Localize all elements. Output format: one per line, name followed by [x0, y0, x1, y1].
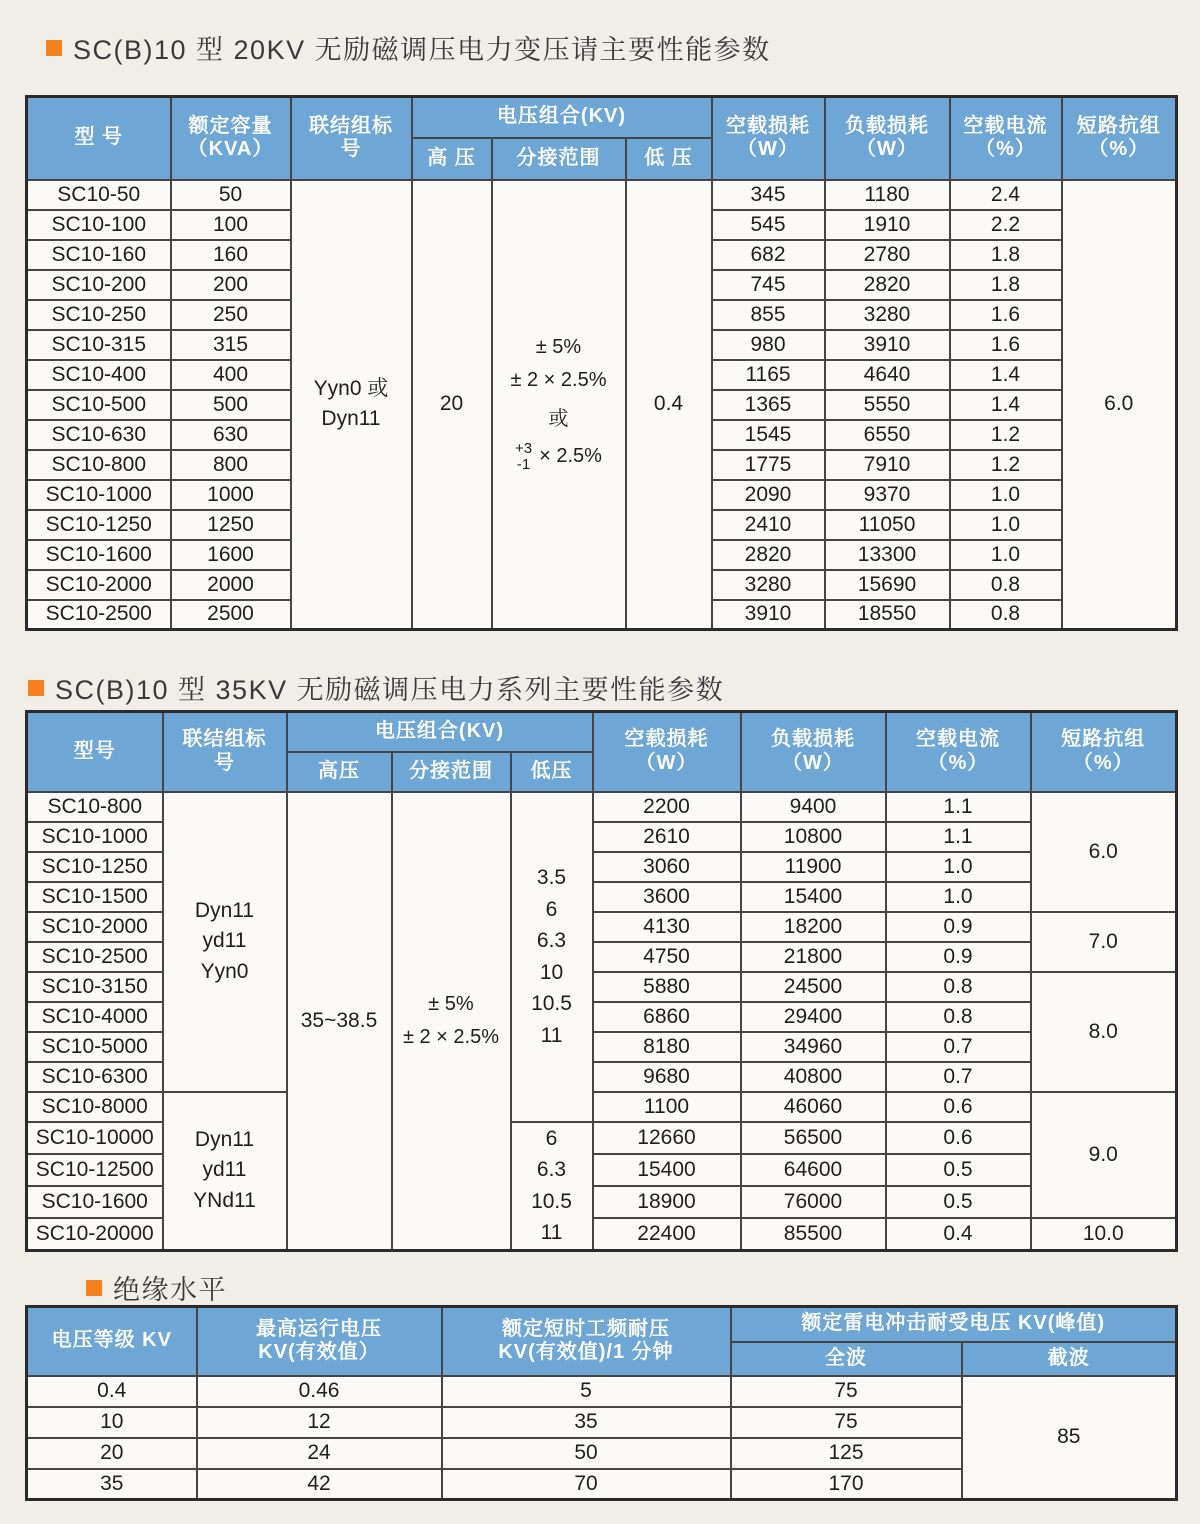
table-35kv	[25, 710, 1178, 1252]
line: （%）	[975, 138, 1036, 161]
header-hv: 高 压	[412, 138, 492, 180]
line: 联结组标	[182, 728, 267, 751]
cell-kva: 100	[171, 210, 291, 240]
line: 3.5	[536, 866, 567, 889]
cell-noload-current: 0.6	[886, 1122, 1031, 1154]
cell-vector-group	[291, 180, 412, 630]
table-row	[27, 792, 1177, 822]
header-noload-current	[886, 712, 1031, 792]
cell-noload-loss: 855	[712, 300, 825, 330]
line: 额定容量	[188, 114, 273, 137]
line: 短路抗组	[1076, 114, 1161, 137]
cell-kva: 630	[171, 420, 291, 450]
cell-load-loss: 29400	[741, 1002, 886, 1032]
cell-noload-loss: 980	[712, 330, 825, 360]
cell-hv-value: 20	[412, 180, 492, 630]
line: 11	[540, 1221, 563, 1244]
cell-model: SC10-800	[27, 792, 163, 822]
cell-voltage-level: 35	[27, 1469, 197, 1500]
cell-kva: 500	[171, 390, 291, 420]
cell-lv-group-2	[511, 1122, 593, 1251]
cell-noload-loss: 682	[712, 240, 825, 270]
cell-kva: 50	[171, 180, 291, 210]
line: +3	[515, 440, 533, 457]
cell-max-voltage: 12	[197, 1407, 442, 1438]
cell-noload-loss: 1545	[712, 420, 825, 450]
section-35kv-title-row	[28, 668, 724, 707]
cell-model: SC10-100	[27, 210, 171, 240]
cell-noload-loss: 22400	[593, 1218, 741, 1250]
cell-load-loss: 46060	[741, 1092, 886, 1122]
cell-noload-current: 1.0	[950, 480, 1062, 510]
line: 最高运行电压	[256, 1317, 382, 1340]
line: 6.3	[536, 1158, 567, 1181]
orange-square-bullet-icon	[28, 680, 44, 696]
header-lv: 低 压	[626, 138, 712, 180]
line: 负载损耗	[771, 728, 855, 751]
cell-model: SC10-160	[27, 240, 171, 270]
table-row	[27, 1092, 1177, 1122]
cell-noload-current: 1.8	[950, 270, 1062, 300]
cell-noload-current: 0.8	[886, 1002, 1031, 1032]
line: 6	[545, 1126, 558, 1150]
cell-voltage-level: 10	[27, 1407, 197, 1438]
cell-noload-loss: 18900	[593, 1186, 741, 1218]
cell-noload-current: 0.4	[886, 1218, 1031, 1250]
cell-kva: 315	[171, 330, 291, 360]
cell-noload-loss: 2610	[593, 822, 741, 852]
cell-model: SC10-8000	[27, 1092, 163, 1122]
cell-noload-loss: 8180	[593, 1032, 741, 1062]
cell-noload-loss: 2820	[712, 540, 825, 570]
line: （%）	[1072, 751, 1134, 774]
cell-noload-current: 1.0	[950, 540, 1062, 570]
header-lv: 低压	[511, 752, 593, 792]
cell-model: SC10-1000	[27, 822, 163, 852]
cell-noload-loss: 5880	[593, 972, 741, 1002]
cell-noload-current: 0.9	[886, 942, 1031, 972]
header-capacity	[171, 97, 291, 180]
cell-impedance-8: 8.0	[1031, 972, 1177, 1092]
cell-model: SC10-500	[27, 390, 171, 420]
cell-voltage-level: 0.4	[27, 1376, 197, 1407]
line: ± 2 × 2.5%	[510, 369, 607, 391]
header-power-frequency-withstand	[442, 1307, 731, 1376]
cell-freq-withstand: 50	[442, 1438, 731, 1469]
cell-freq-withstand: 70	[442, 1469, 731, 1500]
cell-load-loss: 3280	[825, 300, 950, 330]
tap-fraction-row	[515, 441, 602, 473]
cell-noload-current: 1.6	[950, 300, 1062, 330]
cell-noload-loss: 3280	[712, 570, 825, 600]
header-noload-current	[950, 97, 1062, 180]
cell-noload-current: 1.1	[886, 792, 1031, 822]
cell-noload-loss: 9680	[593, 1062, 741, 1092]
cell-load-loss: 5550	[825, 390, 950, 420]
cell-kva: 1600	[171, 540, 291, 570]
header-max-operating-voltage	[197, 1307, 442, 1376]
line: 额定短时工频耐压	[502, 1317, 670, 1340]
cell-max-voltage: 42	[197, 1469, 442, 1500]
cell-tap-range-value	[492, 180, 626, 630]
cell-model: SC10-5000	[27, 1032, 163, 1062]
cell-noload-loss: 2410	[712, 510, 825, 540]
cell-noload-loss: 2200	[593, 792, 741, 822]
insulation-title: 绝缘水平	[113, 1275, 227, 1305]
header-voltage-combination: 电压组合(KV)	[412, 97, 712, 138]
cell-noload-loss: 545	[712, 210, 825, 240]
line: 空载电流	[916, 728, 1000, 751]
cell-noload-current: 1.0	[886, 852, 1031, 882]
line: Yyn0	[200, 959, 249, 983]
cell-noload-current: 1.0	[950, 510, 1062, 540]
cell-kva: 160	[171, 240, 291, 270]
cell-impedance-9: 9.0	[1031, 1092, 1177, 1218]
cell-load-loss: 15690	[825, 570, 950, 600]
line: （%）	[1088, 138, 1150, 161]
line: 联结组标	[309, 114, 393, 137]
cell-noload-loss: 4750	[593, 942, 741, 972]
cell-kva: 250	[171, 300, 291, 330]
cell-kva: 2500	[171, 600, 291, 630]
cell-noload-loss: 2090	[712, 480, 825, 510]
cell-model: SC10-2500	[27, 600, 171, 630]
cell-noload-current: 1.2	[950, 450, 1062, 480]
line: yd11	[202, 929, 247, 953]
line: KV(有效值)/1 分钟	[498, 1341, 674, 1364]
cell-full-wave: 170	[731, 1469, 962, 1500]
cell-full-wave: 75	[731, 1407, 962, 1438]
cell-noload-current: 1.4	[950, 390, 1062, 420]
header-noload-loss	[593, 712, 741, 792]
cell-model: SC10-2000	[27, 570, 171, 600]
line: 10.5	[531, 1189, 572, 1213]
table-insulation-header-row-1	[27, 1307, 1177, 1342]
cell-model: SC10-20000	[27, 1218, 163, 1250]
cell-noload-current: 1.4	[950, 360, 1062, 390]
cell-load-loss: 7910	[825, 450, 950, 480]
cell-noload-current: 1.0	[886, 882, 1031, 912]
line: Dyn11	[194, 1127, 255, 1151]
cell-noload-current: 0.8	[950, 600, 1062, 630]
cell-impedance-10: 10.0	[1031, 1218, 1177, 1250]
line: （W）	[737, 138, 799, 161]
cell-model: SC10-3150	[27, 972, 163, 1002]
table-35kv-header-row-1	[27, 712, 1177, 752]
cell-noload-loss: 345	[712, 180, 825, 210]
cell-noload-loss: 1775	[712, 450, 825, 480]
cell-chopped-wave-value: 85	[962, 1376, 1177, 1500]
cell-noload-loss: 3060	[593, 852, 741, 882]
cell-kva: 1000	[171, 480, 291, 510]
cell-noload-loss: 1365	[712, 390, 825, 420]
cell-load-loss: 18200	[741, 912, 886, 942]
orange-square-bullet-icon	[46, 40, 62, 56]
line: 号	[340, 138, 362, 161]
line: （KVA）	[187, 138, 274, 161]
cell-lv-value: 0.4	[626, 180, 712, 630]
header-hv: 高压	[287, 752, 392, 792]
line: （W）	[856, 138, 918, 161]
section-20kv-title: SC(B)10 型 20KV 无励磁调压电力变压请主要性能参数	[73, 35, 771, 65]
cell-kva: 200	[171, 270, 291, 300]
cell-load-loss: 40800	[741, 1062, 886, 1092]
cell-vector-group-2	[163, 1092, 287, 1251]
line: 空载损耗	[726, 114, 810, 137]
cell-load-loss: 15400	[741, 882, 886, 912]
table-row	[27, 1376, 1177, 1407]
cell-noload-current: 0.9	[886, 912, 1031, 942]
cell-load-loss: 1180	[825, 180, 950, 210]
cell-load-loss: 13300	[825, 540, 950, 570]
cell-load-loss: 18550	[825, 600, 950, 630]
cell-load-loss: 10800	[741, 822, 886, 852]
cell-noload-current: 1.2	[950, 420, 1062, 450]
cell-noload-loss: 3600	[593, 882, 741, 912]
cell-model: SC10-12500	[27, 1154, 163, 1186]
cell-model: SC10-1600	[27, 540, 171, 570]
cell-kva: 800	[171, 450, 291, 480]
cell-load-loss: 3910	[825, 330, 950, 360]
cell-freq-withstand: 35	[442, 1407, 731, 1438]
section-20kv-title-row	[46, 28, 771, 67]
cell-load-loss: 76000	[741, 1186, 886, 1218]
header-load-loss	[741, 712, 886, 792]
cell-lv-group-1	[511, 792, 593, 1122]
header-vector-group	[291, 97, 412, 180]
cell-noload-loss: 1165	[712, 360, 825, 390]
cell-model: SC10-1500	[27, 882, 163, 912]
cell-noload-current: 0.5	[886, 1186, 1031, 1218]
header-model: 型号	[27, 712, 163, 792]
line: 11	[540, 1023, 563, 1047]
cell-noload-current: 0.7	[886, 1032, 1031, 1062]
header-lightning-impulse: 额定雷电冲击耐受电压 KV(峰值)	[731, 1307, 1177, 1342]
cell-model: SC10-400	[27, 360, 171, 390]
cell-full-wave: 75	[731, 1376, 962, 1407]
header-load-loss	[825, 97, 950, 180]
cell-load-loss: 9400	[741, 792, 886, 822]
cell-load-loss: 21800	[741, 942, 886, 972]
table-20kv	[25, 95, 1178, 631]
cell-noload-loss: 12660	[593, 1122, 741, 1154]
cell-noload-current: 0.6	[886, 1092, 1031, 1122]
line: 6	[545, 897, 558, 921]
cell-noload-loss: 1100	[593, 1092, 741, 1122]
cell-load-loss: 2820	[825, 270, 950, 300]
cell-load-loss: 4640	[825, 360, 950, 390]
cell-kva: 2000	[171, 570, 291, 600]
cell-noload-current: 2.2	[950, 210, 1062, 240]
cell-model: SC10-200	[27, 270, 171, 300]
line: （W）	[782, 751, 844, 774]
cell-hv-value: 35~38.5	[287, 792, 392, 1251]
cell-load-loss: 64600	[741, 1154, 886, 1186]
cell-model: SC10-1000	[27, 480, 171, 510]
cell-impedance-value: 6.0	[1062, 180, 1177, 630]
cell-model: SC10-315	[27, 330, 171, 360]
cell-load-loss: 11900	[741, 852, 886, 882]
header-noload-loss	[712, 97, 825, 180]
cell-model: SC10-630	[27, 420, 171, 450]
cell-model: SC10-6300	[27, 1062, 163, 1092]
cell-impedance-7: 7.0	[1031, 912, 1177, 972]
line: 空载损耗	[624, 728, 709, 751]
section-35kv-title: SC(B)10 型 35KV 无励磁调压电力系列主要性能参数	[55, 675, 725, 705]
cell-freq-withstand: 5	[442, 1376, 731, 1407]
header-model: 型 号	[27, 97, 171, 180]
cell-voltage-level: 20	[27, 1438, 197, 1469]
cell-vector-group-1	[163, 792, 287, 1092]
cell-noload-current: 0.7	[886, 1062, 1031, 1092]
cell-noload-current: 2.4	[950, 180, 1062, 210]
cell-noload-loss: 4130	[593, 912, 741, 942]
table-insulation	[25, 1305, 1178, 1501]
line: yd11	[202, 1158, 247, 1182]
orange-square-bullet-icon	[86, 1280, 102, 1296]
cell-noload-current: 1.8	[950, 240, 1062, 270]
cell-noload-loss: 3910	[712, 600, 825, 630]
cell-load-loss: 9370	[825, 480, 950, 510]
cell-load-loss: 2780	[825, 240, 950, 270]
cell-max-voltage: 24	[197, 1438, 442, 1469]
line: -1	[516, 455, 531, 473]
cell-model: SC10-50	[27, 180, 171, 210]
cell-kva: 400	[171, 360, 291, 390]
table-20kv-header-row-1	[27, 97, 1177, 138]
line: 6.3	[536, 929, 567, 952]
line: KV(有效值）	[258, 1341, 380, 1364]
cell-model: SC10-2500	[27, 942, 163, 972]
line: 负载损耗	[845, 114, 929, 137]
cell-full-wave: 125	[731, 1438, 962, 1469]
line: 或	[548, 408, 569, 430]
cell-model: SC10-1250	[27, 852, 163, 882]
cell-model: SC10-2000	[27, 912, 163, 942]
cell-model: SC10-800	[27, 450, 171, 480]
header-full-wave: 全波	[731, 1342, 962, 1376]
header-voltage-level: 电压等级 KV	[27, 1307, 197, 1376]
cell-noload-current: 1.6	[950, 330, 1062, 360]
table-row	[27, 180, 1177, 210]
header-tap-range: 分接范围	[392, 752, 511, 792]
line: 10	[539, 960, 564, 984]
cell-load-loss: 1910	[825, 210, 950, 240]
insulation-title-row	[86, 1268, 227, 1307]
cell-load-loss: 85500	[741, 1218, 886, 1250]
tap-fraction	[515, 441, 532, 473]
cell-max-voltage: 0.46	[197, 1376, 442, 1407]
line: ± 5%	[428, 992, 474, 1015]
line: YNd11	[193, 1188, 256, 1212]
line: 号	[214, 751, 235, 774]
line: （W）	[635, 751, 698, 774]
header-impedance	[1031, 712, 1177, 792]
line: Yyn0 或	[313, 376, 389, 400]
cell-impedance-6: 6.0	[1031, 792, 1177, 912]
header-vector-group	[163, 712, 287, 792]
header-tap-range: 分接范围	[492, 138, 626, 180]
cell-load-loss: 34960	[741, 1032, 886, 1062]
line: ± 2 × 2.5%	[402, 1025, 500, 1048]
line: （%）	[927, 751, 989, 774]
cell-model: SC10-10000	[27, 1122, 163, 1154]
cell-load-loss: 56500	[741, 1122, 886, 1154]
cell-tap-range-value	[392, 792, 511, 1251]
line: 短路抗组	[1061, 728, 1146, 751]
cell-load-loss: 24500	[741, 972, 886, 1002]
cell-noload-loss: 15400	[593, 1154, 741, 1186]
cell-noload-loss: 6860	[593, 1002, 741, 1032]
header-chopped-wave: 截波	[962, 1342, 1177, 1376]
line: Dyn11	[321, 407, 381, 431]
cell-noload-current: 1.1	[886, 822, 1031, 852]
line: 10.5	[531, 992, 572, 1015]
line: ± 5%	[535, 336, 582, 358]
cell-noload-current: 0.5	[886, 1154, 1031, 1186]
cell-load-loss: 6550	[825, 420, 950, 450]
cell-model: SC10-4000	[27, 1002, 163, 1032]
line: Dyn11	[194, 898, 255, 922]
cell-model: SC10-250	[27, 300, 171, 330]
cell-noload-loss: 745	[712, 270, 825, 300]
cell-model: SC10-1600	[27, 1186, 163, 1218]
cell-noload-current: 0.8	[950, 570, 1062, 600]
header-voltage-combination: 电压组合(KV)	[287, 712, 593, 752]
cell-model: SC10-1250	[27, 510, 171, 540]
line: × 2.5%	[539, 445, 602, 468]
cell-noload-current: 0.8	[886, 972, 1031, 1002]
line: 空载电流	[963, 114, 1048, 137]
cell-kva: 1250	[171, 510, 291, 540]
header-impedance	[1062, 97, 1177, 180]
cell-load-loss: 11050	[825, 510, 950, 540]
